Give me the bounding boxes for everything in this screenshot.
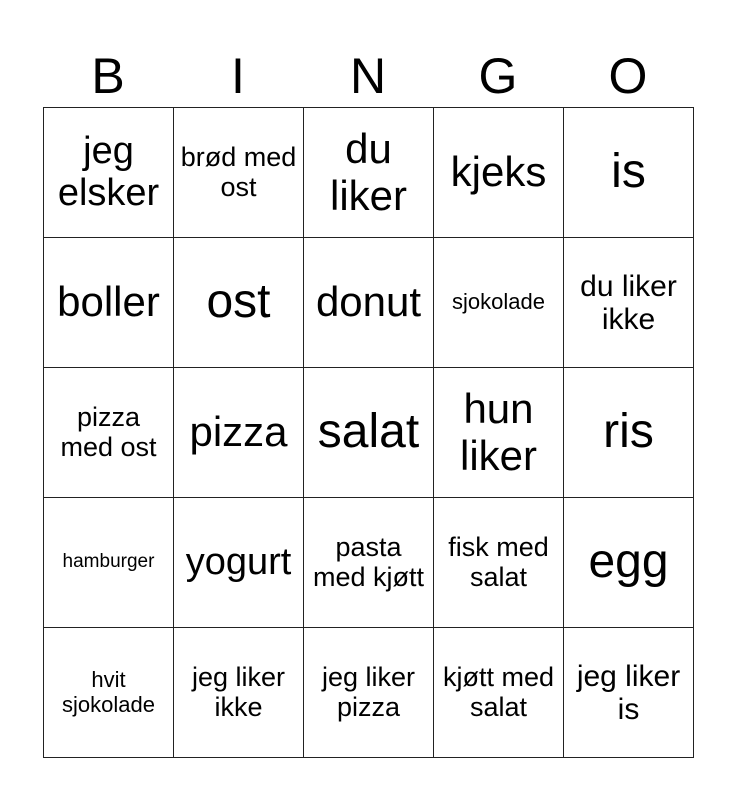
bingo-cell[interactable]: pasta med kjøtt — [304, 498, 434, 628]
bingo-header — [43, 44, 693, 108]
card-row — [44, 238, 694, 368]
card-row — [44, 108, 694, 238]
bingo-cell[interactable]: boller — [44, 238, 174, 368]
card-row — [44, 498, 694, 628]
bingo-cell[interactable]: hamburger — [44, 498, 174, 628]
bingo-cell[interactable]: donut — [304, 238, 434, 368]
bingo-cell[interactable]: fisk med salat — [434, 498, 564, 628]
bingo-cell[interactable]: kjeks — [434, 108, 564, 238]
card-row — [44, 368, 694, 498]
bingo-cell[interactable]: salat — [304, 368, 434, 498]
bingo-cell[interactable]: jeg liker ikke — [174, 628, 304, 758]
bingo-cell[interactable]: jeg liker pizza — [304, 628, 434, 758]
card-row — [44, 628, 694, 758]
bingo-cell[interactable]: kjøtt med salat — [434, 628, 564, 758]
bingo-cell[interactable]: is — [564, 108, 694, 238]
header-letter-b: B — [91, 48, 125, 104]
header-letter-i: I — [231, 48, 245, 104]
bingo-cell[interactable]: brød med ost — [174, 108, 304, 238]
bingo-cell[interactable]: ris — [564, 368, 694, 498]
bingo-cell[interactable]: ost — [174, 238, 304, 368]
bingo-cell[interactable]: egg — [564, 498, 694, 628]
bingo-cell[interactable]: yogurt — [174, 498, 304, 628]
bingo-cell[interactable]: du liker ikke — [564, 238, 694, 368]
bingo-card — [43, 107, 694, 758]
bingo-cell[interactable]: pizza — [174, 368, 304, 498]
bingo-cell[interactable]: sjokolade — [434, 238, 564, 368]
bingo-cell[interactable]: jeg liker is — [564, 628, 694, 758]
bingo-cell[interactable]: hun liker — [434, 368, 564, 498]
header-letter-o: O — [608, 48, 648, 104]
bingo-cell[interactable]: jeg elsker — [44, 108, 174, 238]
header-letter-g: G — [478, 48, 518, 104]
bingo-cell[interactable]: hvit sjokolade — [44, 628, 174, 758]
bingo-cell[interactable]: pizza med ost — [44, 368, 174, 498]
bingo-cell[interactable]: du liker — [304, 108, 434, 238]
header-letter-n: N — [349, 48, 387, 104]
